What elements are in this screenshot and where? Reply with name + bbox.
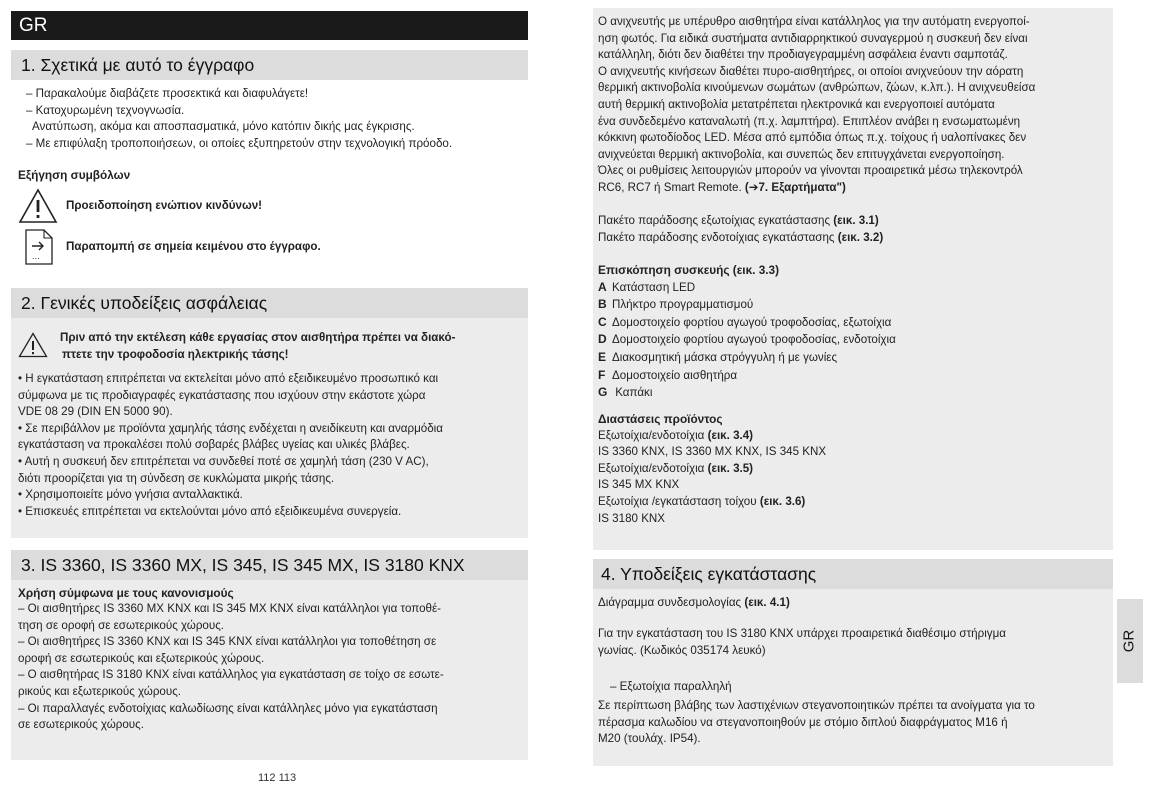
dimension-text: Εξωτοίχια/ενδοτοίχια: [598, 428, 708, 442]
overview-item: [598, 349, 896, 367]
reference-symbol-text: Παραπομπή σε σημεία κειμένου στο έγγραφο.: [66, 239, 321, 253]
list-item: • Η εγκατάσταση επιτρέπεται να εκτελείται μόνο από εξειδικευμένο προσωπικό και: [18, 372, 439, 385]
overview-item: [598, 279, 896, 297]
item-text: Δομοστοιχείο αισθητήρα: [612, 368, 738, 382]
safety-list: [18, 371, 523, 520]
text-line: θερμική ακτινοβολία κινούμενων σωμάτων (ανθρώπων, ζώων, κ.λπ.). Η ανιχνευθείσα: [598, 81, 1036, 95]
text-line: ηση φωτός. Για ειδικά συστήματα αντιδιαρρηκτικού συναγερμού η συσκευή δεν είναι: [598, 31, 1028, 45]
figure-ref: (εικ. 3.4): [707, 428, 754, 442]
text-line: Μ20 (τουλάχ. IP54).: [598, 732, 701, 746]
delivery-item: [598, 230, 883, 247]
svg-text:...: ...: [32, 252, 40, 261]
side-tab-label: GR: [1120, 629, 1138, 653]
text-line: ένα συνδεδεμένο καταναλωτή (π.χ. λαμπτήρα). Επιπλέον ανάβει η ενσωματωμένη: [598, 114, 1021, 128]
delivery-list: [598, 213, 883, 246]
list-item: εγκατάσταση να προκαλέσει πολύ σοβαρές βλάβες υγείας και υλικές βλάβες.: [18, 438, 410, 452]
text-line: Σε περίπτωση βλάβης των λαστιχένιων στεγανοποιητικών πρέπει τα ανοίγματα για το: [598, 699, 1035, 712]
item-letter: G: [598, 385, 608, 400]
overview-item: [598, 296, 896, 314]
section-3-title: 3. IS 3360, IS 3360 MX, IS 345, IS 345 MX, IS 3180 KNX: [11, 550, 528, 580]
warning-triangle-icon: [18, 332, 48, 358]
text-line: αυτή θερμική ακτινοβολία μετατρέπεται ηλεκτρονικά και ενεργοποιεί αυτόματα: [598, 97, 995, 111]
section-3-subtitle: Χρήση σύμφωνα με τους κανονισμούς: [18, 586, 234, 600]
figure-ref: (εικ. 3.3): [732, 263, 780, 277]
dimension-text: Εξωτοίχια/ενδοτοίχια: [598, 461, 708, 475]
overview-title: [598, 262, 896, 279]
dimension-models: IS 3360 KNX, IS 3360 MX KNX, IS 345 KNX: [598, 445, 827, 459]
diagram-text: Διάγραμμα συνδεσμολογίας: [598, 596, 745, 609]
list-item: VDE 08 29 (DIN EN 5000 90).: [18, 405, 173, 419]
delivery-item: [598, 213, 883, 230]
delivery-text: Πακέτο παράδοσης εξωτοίχιας εγκατάστασης: [598, 214, 834, 227]
list-item: – Ο αισθητήρας IS 3180 KNX είναι κατάλληλος για εγκατάσταση σε τοίχο σε εσωτε-: [18, 668, 444, 682]
list-item: – Οι αισθητήρες IS 3360 KNX και IS 345 KNX είναι κατάλληλοι για τοποθέτηση σε: [18, 635, 437, 649]
text-line: Όλες οι ρυθμίσεις λειτουργιών μπορούν να γίνονται προαιρετικά μέσω τηλεκοντρόλ: [598, 164, 1023, 178]
dimension-models: IS 3180 KNX: [598, 511, 666, 525]
figure-ref: (εικ. 3.5): [707, 461, 754, 475]
safety-warning-line: πτετε την τροφοδοσία ηλεκτρικής τάσης!: [62, 347, 289, 361]
section-4-title: 4. Υποδείξεις εγκατάστασης: [593, 559, 1113, 589]
dimension-item: [598, 428, 826, 445]
text-line: πέρασμα καλωδίου να στεγανοποιηθούν με στόμιο διπλού διαφράγματος Μ16 ή: [598, 715, 1008, 729]
bracket-info: [598, 626, 1006, 659]
text-line: γωνίας. (Κωδικός 035174 λευκό): [598, 643, 766, 657]
section-1-body: [20, 86, 530, 152]
text-line: Ο ανιχνευτής με υπέρυθρο αισθητήρα είναι κατάλληλος για την αυτόματη ενεργοποί-: [598, 15, 1030, 28]
safety-warning-line: Πριν από την εκτέλεση κάθε εργασίας στον αισθητήρα πρέπει να διακό-: [60, 331, 456, 344]
text-line: – Με επιφύλαξη τροποποιήσεων, οι οποίες εξυπηρετούν στην τεχνολογική πρόοδο.: [26, 136, 453, 150]
text-line: κόκκινη φωτοδίοδος LED. Μέσα από εμπόδια όπως π.χ. τοίχους ή υαλοπίνακες δεν: [598, 131, 1027, 145]
side-language-tab: [1117, 599, 1143, 683]
list-item: • Χρησιμοποιείτε μόνο γνήσια ανταλλακτικά.: [18, 488, 243, 502]
dimension-item: [598, 494, 826, 511]
item-text: Πλήκτρο προγραμματισμού: [612, 298, 754, 312]
overview-item: [598, 384, 896, 402]
dimensions-title: Διαστάσεις προϊόντος: [598, 412, 723, 426]
list-item: οροφή σε εσωτερικούς και εξωτερικούς χώρους.: [18, 651, 265, 665]
item-text: Διακοσμητική μάσκα στρόγγυλη ή με γωνίες: [612, 350, 838, 364]
wiring-diagram-ref: [598, 595, 790, 612]
item-letter: A: [598, 279, 607, 294]
item-letter: B: [598, 297, 607, 312]
text-line: ανιχνεύεται θερμική ακτινοβολία, και συνεπώς δεν επιτυγχάνεται ενεργοποίηση.: [598, 147, 1005, 161]
reference-symbol-row: [24, 228, 321, 266]
text-line: Για την εγκατάσταση του IS 3180 KNX υπάρχει προαιρετικά διαθέσιμο στήριγμα: [598, 627, 1006, 640]
text-span: RC6, RC7 ή Smart Remote.: [598, 180, 745, 194]
warning-triangle-icon: [18, 188, 58, 224]
list-item: – Οι αισθητήρες IS 3360 MX KNX και IS 345 MX KNX είναι κατάλληλοι για τοποθέ-: [18, 602, 442, 615]
item-text: Δομοστοιχείο φορτίου αγωγού τροφοδοσίας, εξωτοίχια: [612, 315, 892, 329]
list-item: – Οι παραλλαγές ενδοτοίχιας καλωδίωσης είναι κατάλληλες μόνο για εγκατάσταση: [18, 701, 438, 715]
overview-block: [598, 262, 896, 402]
overview-item: [598, 367, 896, 385]
text-line: Ανατύπωση, ακόμα και αποσπασματικά, μόνο κατόπιν δικής μας έγκρισης.: [32, 120, 415, 134]
overview-title-text: Επισκόπηση συσκευής: [598, 263, 733, 277]
dimension-text: Εξωτοίχια /εγκατάσταση τοίχου: [598, 494, 760, 508]
text-line: κατάλληλη, διότι δεν διαθέτει την προδιαγεγραμμένη ασφάλεια έναντι σαμποτάζ.: [598, 48, 1008, 62]
language-tag: GR: [11, 11, 528, 40]
document-reference-icon: [24, 228, 54, 266]
warning-symbol-text: Προειδοποίηση ενώπιον κινδύνων!: [66, 198, 263, 212]
list-item: • Σε περιβάλλον με προϊόντα χαμηλής τάσης ενδέχεται η ανειδίκευτη και αναρμόδια: [18, 421, 443, 435]
list-item: τηση σε οροφή σε εσωτερικούς χώρους.: [18, 618, 225, 632]
dimension-item: [598, 461, 826, 478]
list-item: • Αυτή η συσκευή δεν επιτρέπεται να συνδεθεί ποτέ σε χαμηλή τάση (230 V AC),: [18, 454, 429, 468]
item-text: Καπάκι: [612, 386, 653, 400]
item-letter: D: [598, 332, 607, 347]
overview-item: [598, 331, 896, 349]
item-text: Κατάσταση LED: [612, 280, 696, 294]
section-1-title: 1. Σχετικά με αυτό το έγγραφο: [11, 50, 528, 80]
figure-ref: (εικ. 3.6): [759, 494, 806, 508]
item-letter: C: [598, 314, 607, 329]
item-letter: E: [598, 349, 607, 364]
text-line: – Κατοχυρωμένη τεχνογνωσία.: [26, 103, 185, 117]
surface-mount-note: – Εξωτοίχια παραλληλή: [610, 680, 732, 693]
section-3-list: [18, 601, 523, 734]
safety-warning: [18, 330, 455, 363]
item-text: Δομοστοιχείο φορτίου αγωγού τροφοδοσίας, ενδοτοίχια: [612, 333, 896, 347]
figure-ref: (εικ. 3.1): [833, 214, 879, 227]
list-item: σε εσωτερικούς χώρους.: [18, 718, 144, 732]
delivery-text: Πακέτο παράδοσης ενδοτοίχιας εγκατάστασης: [598, 230, 838, 244]
overview-item: [598, 314, 896, 332]
dimensions-block: [598, 411, 826, 527]
section-2-title: 2. Γενικές υποδείξεις ασφάλειας: [11, 288, 528, 318]
symbols-title: Εξήγηση συμβόλων: [18, 168, 131, 182]
list-item: σύμφωνα με τις προδιαγραφές εγκατάστασης που ισχύουν στην εκάστοτε χώρα: [18, 388, 426, 402]
item-letter: F: [598, 367, 606, 382]
warning-symbol-row: [18, 188, 262, 224]
list-item: ρικούς και εξωτερικούς χώρους.: [18, 684, 182, 698]
intro-paragraph: [598, 14, 1110, 197]
text-line: – Παρακαλούμε διαβάζετε προσεκτικά και διαφυλάγετε!: [26, 87, 309, 100]
accessories-reference: (➔7. Εξαρτήματα"): [744, 180, 846, 194]
dimension-models: IS 345 MX KNX: [598, 478, 680, 492]
figure-ref: (εικ. 4.1): [744, 596, 790, 609]
list-item: διότι προορίζεται για τη σύνδεση σε κυκλώματα μικρής τάσης.: [18, 471, 335, 485]
page-numbers: 112 113: [258, 772, 297, 784]
text-line: [598, 180, 1110, 197]
figure-ref: (εικ. 3.2): [837, 230, 884, 244]
seal-info: [598, 698, 1035, 748]
list-item: • Επισκευές επιτρέπεται να εκτελούνται μόνο από εξειδικευμένα συνεργεία.: [18, 504, 402, 518]
text-line: Ο ανιχνευτής κινήσεων διαθέτει πυρο-αισθητήρες, οι οποίοι ανιχνεύουν την αόρατη: [598, 64, 1024, 78]
